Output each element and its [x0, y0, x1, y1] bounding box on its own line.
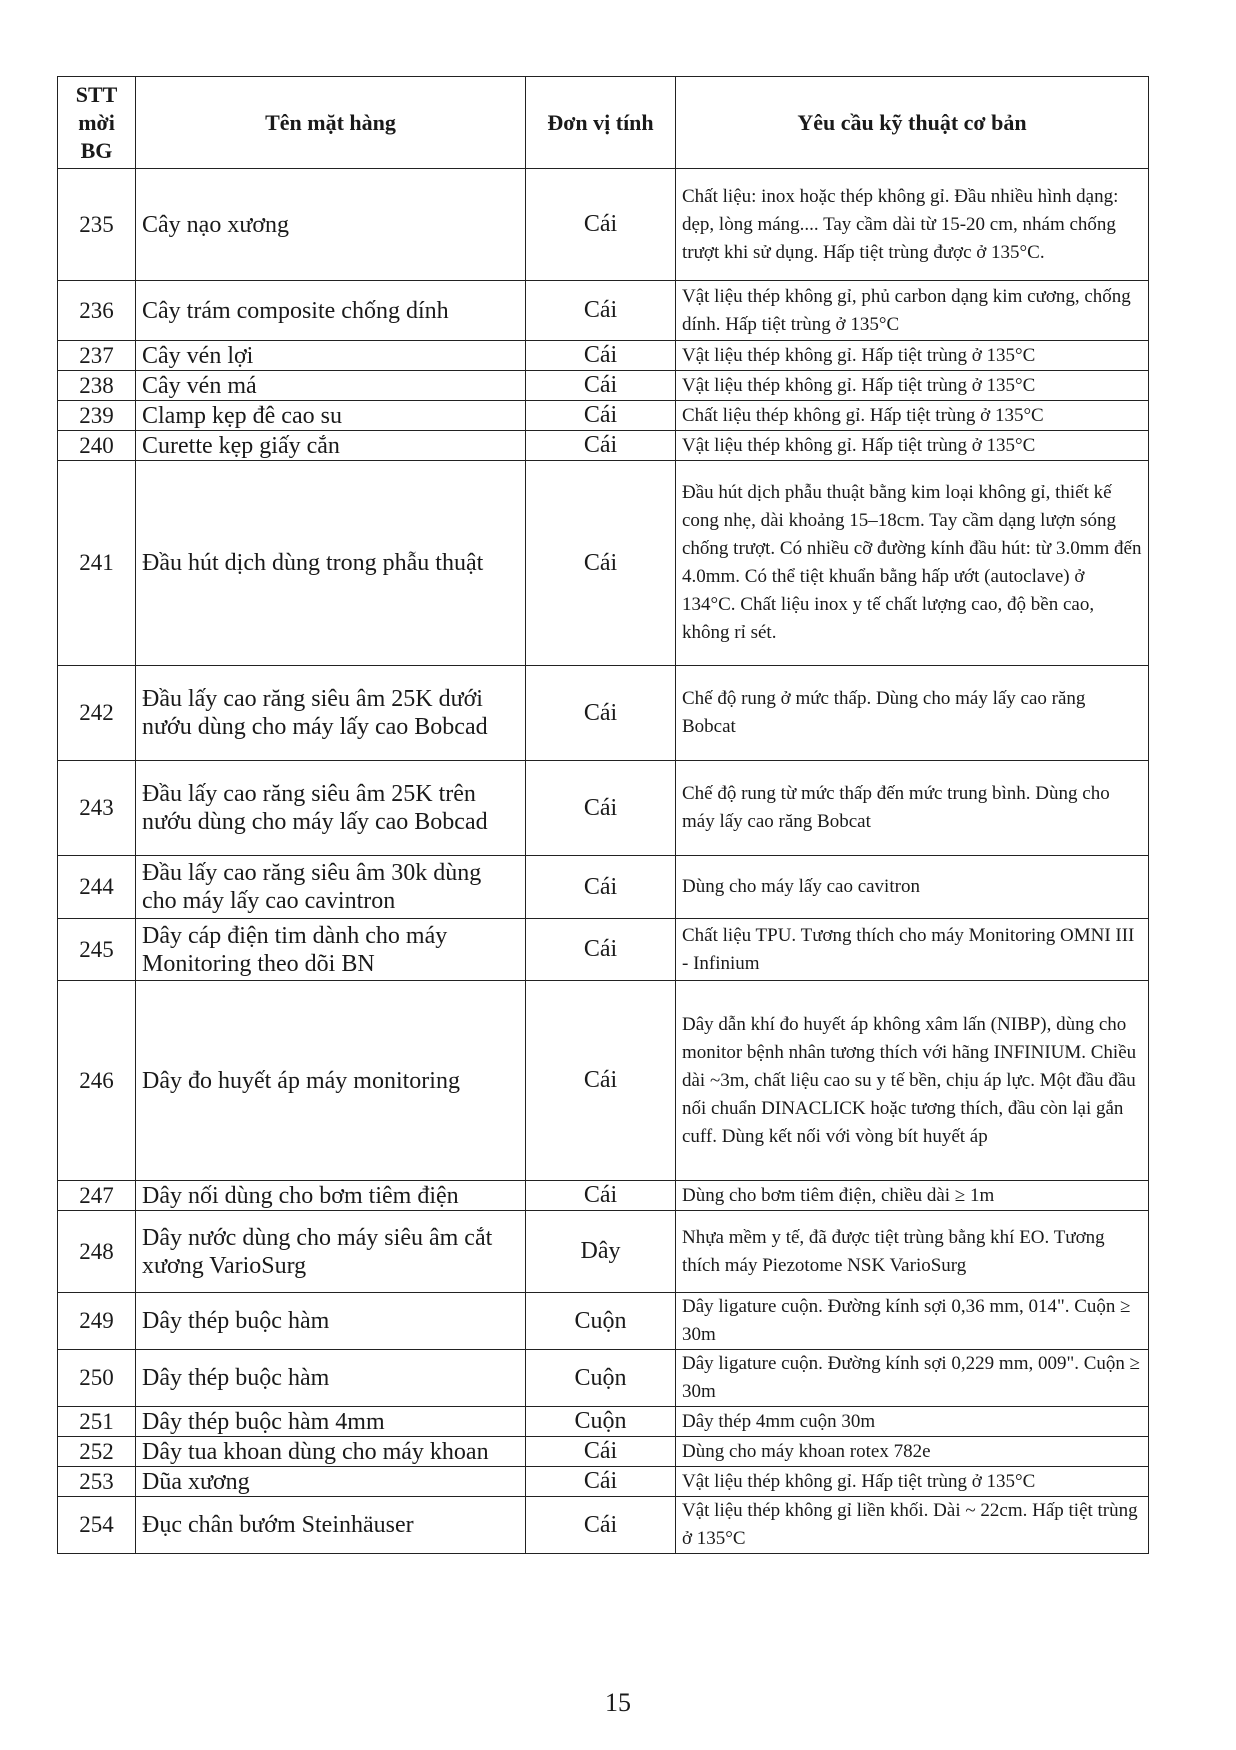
table-row: [58, 281, 1149, 341]
row-stt: 236: [58, 281, 136, 341]
table-row: [58, 1181, 1149, 1211]
row-unit: Cái: [526, 281, 676, 341]
row-item-name: Curette kẹp giấy cắn: [136, 431, 526, 461]
row-stt: 254: [58, 1497, 136, 1554]
row-item-name: Đầu lấy cao răng siêu âm 25K trên nướu dùng cho máy lấy cao Bobcad: [136, 761, 526, 856]
row-item-name: Dũa xương: [136, 1467, 526, 1497]
row-item-name: Đầu lấy cao răng siêu âm 25K dưới nướu dùng cho máy lấy cao Bobcad: [136, 666, 526, 761]
row-unit: Cái: [526, 169, 676, 281]
table-row: [58, 169, 1149, 281]
row-stt: 243: [58, 761, 136, 856]
row-unit: Cái: [526, 401, 676, 431]
table-row: [58, 1293, 1149, 1350]
row-unit: Cái: [526, 1497, 676, 1554]
row-unit: Cái: [526, 431, 676, 461]
row-item-name: Đầu hút dịch dùng trong phẫu thuật: [136, 461, 526, 666]
row-item-name: Cây vén má: [136, 371, 526, 401]
table-row: [58, 461, 1149, 666]
table-row: [58, 341, 1149, 371]
row-technical-spec: Dây ligature cuộn. Đường kính sợi 0,36 mm, 014". Cuộn ≥ 30m: [676, 1293, 1149, 1350]
row-technical-spec: Nhựa mềm y tế, đã được tiệt trùng bằng khí EO. Tương thích máy Piezotome NSK VarioSurg: [676, 1211, 1149, 1293]
header-technical-spec: Yêu cầu kỹ thuật cơ bản: [676, 77, 1149, 169]
row-technical-spec: Dây ligature cuộn. Đường kính sợi 0,229 mm, 009". Cuộn ≥ 30m: [676, 1350, 1149, 1407]
row-technical-spec: Dùng cho bơm tiêm điện, chiều dài ≥ 1m: [676, 1181, 1149, 1211]
row-technical-spec: Chế độ rung ở mức thấp. Dùng cho máy lấy cao răng Bobcat: [676, 666, 1149, 761]
table-row: [58, 431, 1149, 461]
table-row: [58, 1350, 1149, 1407]
row-item-name: Cây vén lợi: [136, 341, 526, 371]
row-unit: Cái: [526, 371, 676, 401]
page-number: 15: [605, 1688, 631, 1717]
row-stt: 251: [58, 1407, 136, 1437]
row-unit: Cái: [526, 1181, 676, 1211]
row-technical-spec: Đầu hút dịch phẫu thuật bằng kim loại không gỉ, thiết kế cong nhẹ, dài khoảng 15–18cm. Tay cầm dạng lượn sóng chống trượt. Có nhiều cỡ đường kính đầu hút: từ 3.0mm đến 4.0mm. Có thể tiệt khuẩn bằng hấp ướt (autoclave) ở 134°C. Chất liệu inox y tế chất lượng cao, độ bền cao, không rỉ sét.: [676, 461, 1149, 666]
table-row: [58, 401, 1149, 431]
row-stt: 240: [58, 431, 136, 461]
row-technical-spec: Chất liệu TPU. Tương thích cho máy Monitoring OMNI III - Infinium: [676, 919, 1149, 981]
row-stt: 247: [58, 1181, 136, 1211]
row-stt: 239: [58, 401, 136, 431]
row-stt: 244: [58, 856, 136, 919]
table-header-row: [58, 77, 1149, 169]
table-row: [58, 666, 1149, 761]
row-item-name: Dây thép buộc hàm 4mm: [136, 1407, 526, 1437]
row-technical-spec: Dùng cho máy khoan rotex 782e: [676, 1437, 1149, 1467]
table-row: [58, 1497, 1149, 1554]
row-stt: 253: [58, 1467, 136, 1497]
header-unit: Đơn vị tính: [526, 77, 676, 169]
table-row: [58, 1211, 1149, 1293]
row-stt: 238: [58, 371, 136, 401]
row-item-name: Dây đo huyết áp máy monitoring: [136, 981, 526, 1181]
row-unit: Cái: [526, 666, 676, 761]
row-unit: Cái: [526, 761, 676, 856]
row-item-name: Đầu lấy cao răng siêu âm 30k dùng cho máy lấy cao cavintron: [136, 856, 526, 919]
row-item-name: Cây trám composite chống dính: [136, 281, 526, 341]
row-item-name: Dây nối dùng cho bơm tiêm điện: [136, 1181, 526, 1211]
row-technical-spec: Vật liệu thép không gỉ. Hấp tiệt trùng ở 135°C: [676, 341, 1149, 371]
table-row: [58, 1437, 1149, 1467]
row-technical-spec: Vật liệu thép không gỉ, phủ carbon dạng kim cương, chống dính. Hấp tiệt trùng ở 135°C: [676, 281, 1149, 341]
row-unit: Cái: [526, 856, 676, 919]
row-technical-spec: Vật liệu thép không gỉ. Hấp tiệt trùng ở 135°C: [676, 1467, 1149, 1497]
row-technical-spec: Dây dẫn khí đo huyết áp không xâm lấn (NIBP), dùng cho monitor bệnh nhân tương thích với hãng INFINIUM. Chiều dài ~3m, chất liệu cao su y tế bền, chịu áp lực. Một đầu đầu nối chuẩn DINACLICK hoặc tương thích, đầu còn lại gắn cuff. Dùng kết nối với vòng bít huyết áp: [676, 981, 1149, 1181]
row-technical-spec: Vật liệu thép không gỉ. Hấp tiệt trùng ở 135°C: [676, 371, 1149, 401]
row-stt: 237: [58, 341, 136, 371]
row-technical-spec: Vật liệu thép không gỉ liền khối. Dài ~ 22cm. Hấp tiệt trùng ở 135°C: [676, 1497, 1149, 1554]
table-body: [58, 169, 1149, 1554]
row-item-name: Dây tua khoan dùng cho máy khoan: [136, 1437, 526, 1467]
table-row: [58, 1407, 1149, 1437]
row-unit: Cái: [526, 981, 676, 1181]
row-unit: Cái: [526, 461, 676, 666]
row-unit: Cuộn: [526, 1350, 676, 1407]
row-unit: Cái: [526, 919, 676, 981]
row-technical-spec: Dùng cho máy lấy cao cavitron: [676, 856, 1149, 919]
table-row: [58, 919, 1149, 981]
row-item-name: Dây thép buộc hàm: [136, 1350, 526, 1407]
table-row: [58, 371, 1149, 401]
row-stt: 249: [58, 1293, 136, 1350]
row-unit: Dây: [526, 1211, 676, 1293]
row-stt: 250: [58, 1350, 136, 1407]
table-row: [58, 761, 1149, 856]
row-stt: 241: [58, 461, 136, 666]
row-unit: Cuộn: [526, 1407, 676, 1437]
row-item-name: Dây thép buộc hàm: [136, 1293, 526, 1350]
row-unit: Cái: [526, 341, 676, 371]
row-technical-spec: Chất liệu thép không gỉ. Hấp tiệt trùng ở 135°C: [676, 401, 1149, 431]
header-stt: STT mời BG: [58, 77, 136, 169]
row-stt: 242: [58, 666, 136, 761]
row-unit: Cuộn: [526, 1293, 676, 1350]
header-item-name: Tên mặt hàng: [136, 77, 526, 169]
row-item-name: Dây nước dùng cho máy siêu âm cắt xương VarioSurg: [136, 1211, 526, 1293]
row-stt: 252: [58, 1437, 136, 1467]
row-unit: Cái: [526, 1467, 676, 1497]
row-stt: 246: [58, 981, 136, 1181]
row-item-name: Đục chân bướm Steinhäuser: [136, 1497, 526, 1554]
row-stt: 248: [58, 1211, 136, 1293]
row-item-name: Cây nạo xương: [136, 169, 526, 281]
price-quote-table: [57, 76, 1149, 1554]
table-row: [58, 981, 1149, 1181]
table-row: [58, 1467, 1149, 1497]
row-technical-spec: Chất liệu: inox hoặc thép không gỉ. Đầu nhiều hình dạng: dẹp, lòng máng.... Tay cầm dài từ 15-20 cm, nhám chống trượt khi sử dụng. Hấp tiệt trùng được ở 135°C.: [676, 169, 1149, 281]
table-row: [58, 856, 1149, 919]
row-technical-spec: Chế độ rung từ mức thấp đến mức trung bình. Dùng cho máy lấy cao răng Bobcat: [676, 761, 1149, 856]
row-technical-spec: Vật liệu thép không gỉ. Hấp tiệt trùng ở 135°C: [676, 431, 1149, 461]
row-item-name: Clamp kẹp đê cao su: [136, 401, 526, 431]
row-technical-spec: Dây thép 4mm cuộn 30m: [676, 1407, 1149, 1437]
row-unit: Cái: [526, 1437, 676, 1467]
row-item-name: Dây cáp điện tim dành cho máy Monitoring theo dõi BN: [136, 919, 526, 981]
row-stt: 235: [58, 169, 136, 281]
row-stt: 245: [58, 919, 136, 981]
